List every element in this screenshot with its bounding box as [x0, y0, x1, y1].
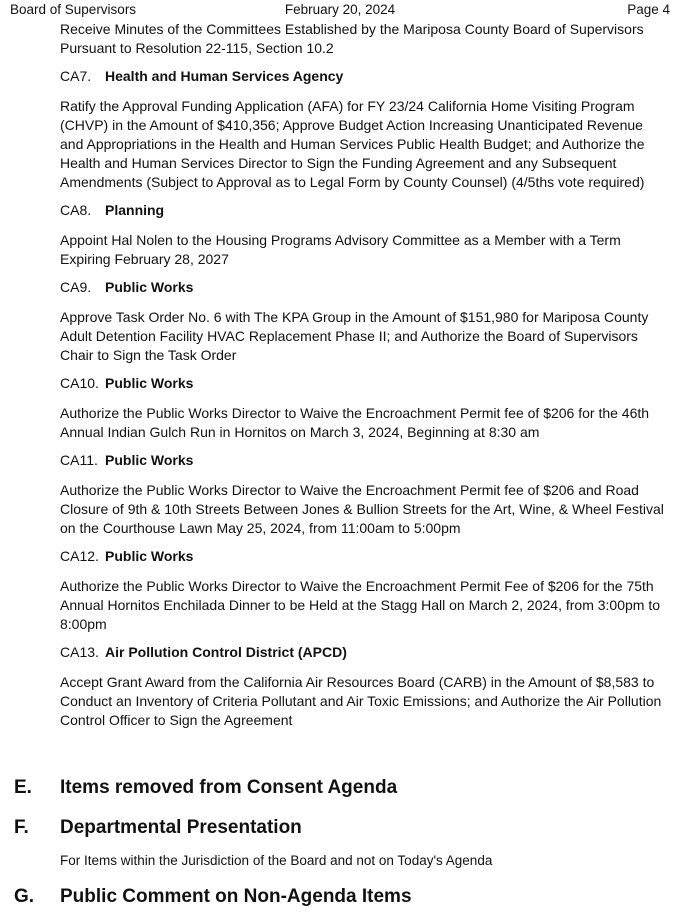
item-department: Public Works — [105, 452, 194, 468]
item-department: Public Works — [105, 548, 194, 564]
consent-agenda-content — [60, 20, 668, 730]
agenda-item-heading — [60, 643, 668, 662]
item-department: Planning — [105, 202, 165, 218]
agenda-item-heading — [60, 547, 668, 566]
item-description: Authorize the Public Works Director to Waive the Encroachment Permit fee of $206 and Road Closure of 9th & 10th Streets Between Jones & Bullion Streets for the Art, Wine, & Wheel Festival on the Courthouse Lawn May 25, 2024, from 11:00am to 5:00pm — [60, 482, 664, 536]
agenda-item-heading — [60, 67, 668, 86]
item-department: Air Pollution Control District (APCD) — [105, 644, 347, 660]
agenda-item-heading — [60, 374, 668, 393]
item-number: CA10. — [60, 375, 99, 391]
item-number: CA11. — [60, 452, 98, 468]
item-department: Health and Human Services Agency — [105, 68, 344, 84]
section-subtext: For Items within the Jurisdiction of the Board and not on Today's Agenda — [60, 853, 493, 868]
intro-paragraph: Receive Minutes of the Committees Established by the Mariposa County Board of Supervisors Pursuant to Resolution 22-115, Section 10.2 — [60, 21, 644, 56]
section-title: Departmental Presentation — [60, 817, 302, 838]
section-letter: E. — [14, 777, 32, 798]
item-department: Public Works — [105, 375, 194, 391]
header-date: February 20, 2024 — [284, 2, 396, 17]
item-description: Approve Task Order No. 6 with The KPA Group in the Amount of $151,980 for Mariposa County Adult Detention Facility HVAC Replacement Phase II; and Authorize the Board of Supervisors Chair to Sign the Task Order — [60, 309, 649, 363]
agenda-item-heading — [60, 451, 668, 470]
agenda-item-heading — [60, 201, 668, 220]
item-department: Public Works — [105, 279, 194, 295]
section-letter: F. — [14, 817, 29, 838]
item-description: Authorize the Public Works Director to Waive the Encroachment Permit Fee of $206 for the 75th Annual Hornitos Enchilada Dinner to be Held at the Stagg Hall on March 2, 2024, from 3:00pm to 8:00pm — [60, 578, 661, 632]
section-heading-e — [14, 776, 674, 800]
agenda-item-heading — [60, 278, 668, 297]
item-description: Authorize the Public Works Director to Waive the Encroachment Permit fee of $206 for the 46th Annual Indian Gulch Run in Hornitos on March 3, 2024, Beginning at 8:30 am — [60, 405, 650, 440]
header-page-number: Page 4 — [627, 2, 670, 17]
header-board-name: Board of Supervisors — [10, 2, 137, 17]
item-number: CA12. — [60, 548, 99, 564]
section-heading-f — [14, 816, 674, 840]
item-number: CA9. — [60, 279, 92, 295]
item-number: CA7. — [60, 68, 92, 84]
item-number: CA13. — [60, 644, 99, 660]
section-title: Items removed from Consent Agenda — [60, 777, 398, 798]
page-header — [0, 0, 680, 20]
section-title: Public Comment on Non-Agenda Items — [60, 886, 412, 907]
item-description: Appoint Hal Nolen to the Housing Programs Advisory Committee as a Member with a Term Expiring February 28, 2027 — [60, 232, 621, 267]
section-letter: G. — [14, 886, 35, 907]
item-description: Accept Grant Award from the California Air Resources Board (CARB) in the Amount of $8,583 to Conduct an Inventory of Criteria Pollutant and Air Toxic Emissions; and Authorize the Air Pollution Control Officer to Sign the Agreement — [60, 674, 662, 728]
item-description: Ratify the Approval Funding Application (AFA) for FY 23/24 California Home Visiting Program (CHVP) in the Amount of $410,356; Approve Budget Action Increasing Unanticipated Revenue and Appropriations in the Health and Human Services Public Health Budget; and Authorize the Health and Human Services Director to Sign the Funding Agreement and any Subsequent Amendments (Subject to Approval as to Legal Form by County Counsel) (4/5ths vote required) — [60, 98, 645, 190]
section-heading-g — [14, 885, 674, 909]
item-number: CA8. — [60, 202, 92, 218]
